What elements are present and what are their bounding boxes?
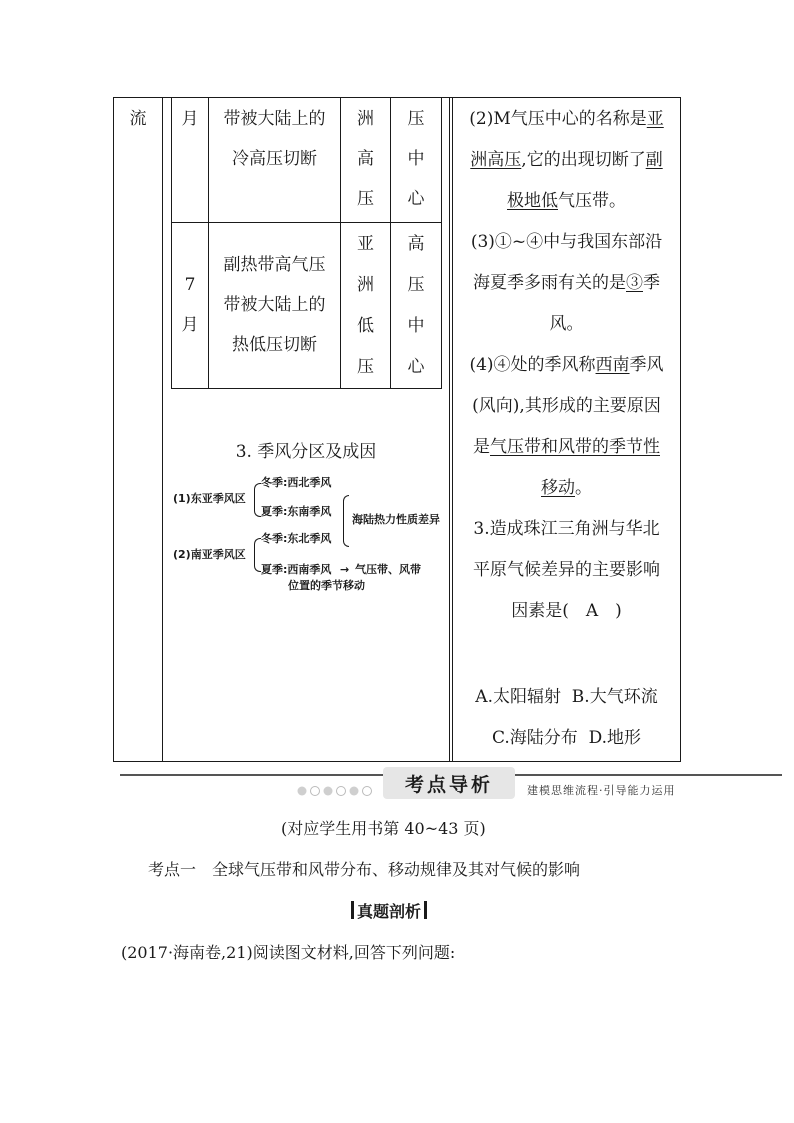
row1-region-char: 压 — [357, 189, 374, 209]
q4-line2: (风向),其形成的主要原因 — [472, 396, 661, 416]
banner-dots-icon — [295, 784, 379, 798]
section-label-box — [351, 898, 427, 922]
row2-month — [172, 265, 208, 345]
row2-desc-1: 副热带高气压 — [223, 255, 326, 275]
q2-answer-1b: 洲高压 — [470, 150, 522, 170]
q4-end: 。 — [575, 478, 592, 498]
subtable-bottom — [171, 388, 442, 389]
q2-line2 — [455, 140, 678, 181]
row2-type-char: 心 — [407, 357, 425, 377]
q3-line1: (3)①~④中与我国东部沿 — [470, 232, 663, 252]
q5-options-ab — [455, 677, 678, 718]
row1-type — [391, 99, 441, 219]
row2-desc-2: 带被大陆上的 — [223, 295, 326, 315]
row1-desc-2: 冷高压切断 — [232, 149, 317, 169]
row1-desc-1: 带被大陆上的 — [223, 109, 326, 129]
q2-line1 — [455, 99, 678, 140]
section3-title: 3. 季风分区及成因 — [235, 442, 377, 462]
row1-month: 月 — [181, 109, 199, 129]
row2-desc-3: 热低压切断 — [232, 335, 317, 355]
row2-month-char: 月 — [181, 315, 199, 335]
cause2-line2: 位置的季节移动 — [288, 579, 365, 592]
subtable-left — [171, 97, 172, 389]
q5-line2: 平原气候差异的主要影响 — [473, 560, 660, 580]
q3-end: 季 — [643, 273, 660, 293]
table-col-right-divider-2 — [452, 97, 453, 762]
q3-line3: 风。 — [549, 314, 584, 334]
q4-line3-pre: 是 — [473, 437, 490, 457]
south-asia-label: (2)南亚季风区 — [173, 548, 246, 561]
option-c: C.海陆分布 — [491, 728, 578, 748]
q3-answer: ③ — [626, 273, 643, 293]
q3-pre: 海夏季多雨有关的是 — [473, 273, 626, 293]
q4-line4 — [455, 468, 678, 509]
south-brace — [254, 538, 261, 572]
row1-region — [341, 99, 390, 219]
option-b: B.大气环流 — [571, 687, 658, 707]
question-intro: (2017·海南卷,21)阅读图文材料,回答下列问题: — [121, 943, 456, 962]
row2-type — [391, 224, 441, 388]
q4-answer-2: 气压带和风带的季节性 — [490, 437, 660, 457]
topic-heading: 考点一 全球气压带和风带分布、移动规律及其对气候的影响 — [148, 860, 581, 879]
subtable-right — [441, 97, 442, 389]
table-left-border — [113, 97, 114, 762]
table-bottom-border — [113, 761, 681, 762]
row1-type-char: 中 — [407, 149, 425, 169]
q5-line1: 3.造成珠江三角洲与华北 — [473, 519, 660, 539]
row1-type-char: 心 — [407, 189, 425, 209]
page-reference: (对应学生用书第 40~43 页) — [281, 819, 486, 838]
col1-label: 流 — [129, 109, 147, 129]
q4-line3 — [455, 427, 678, 468]
table-col1-divider — [162, 97, 163, 762]
row2-region — [341, 224, 390, 388]
row2-month-char: 7 — [184, 275, 196, 295]
row2-region-char: 洲 — [357, 275, 374, 295]
q4-line1 — [455, 345, 678, 386]
q2-line3 — [455, 181, 678, 222]
east-summer: 夏季:东南季风 — [261, 505, 332, 518]
q2-mid: ,它的出现切断了 — [521, 150, 646, 170]
q2-answer-2a: 副 — [645, 150, 663, 170]
section-label-bar — [424, 901, 427, 919]
east-asia-label: (1)东亚季风区 — [173, 492, 246, 505]
q5-options-cd — [455, 718, 678, 759]
q4-mid: 季风 — [629, 355, 664, 375]
cause1-text: 海陆热力性质差异 — [352, 513, 440, 526]
row2-type-char: 中 — [407, 316, 425, 336]
q5-line3: 因素是( A ) — [511, 601, 622, 621]
row2-type-char: 高 — [407, 234, 425, 254]
row2-region-char: 压 — [357, 357, 374, 377]
row1-type-char: 压 — [407, 109, 425, 129]
q3-line2 — [455, 263, 678, 304]
row2-region-char: 亚 — [357, 234, 374, 254]
subtable-mid-row — [171, 222, 442, 223]
south-summer: 夏季:西南季风 — [261, 563, 332, 576]
table-right-border — [680, 97, 681, 762]
banner-title-box — [383, 767, 515, 799]
banner-subtitle: 建模思维流程·引导能力运用 — [527, 784, 676, 797]
q4-answer-3: 移动 — [541, 478, 575, 498]
q4-answer-1: 西南 — [595, 355, 630, 375]
row2-type-char: 压 — [407, 275, 425, 295]
option-a: A.太阳辐射 — [475, 687, 561, 707]
option-d: D.地形 — [588, 728, 642, 748]
cause1-brace — [343, 495, 349, 547]
east-brace — [254, 483, 261, 517]
arrow-icon: → — [340, 563, 350, 576]
q2-pre: (2)M气压中心的名称是 — [469, 109, 647, 129]
banner-title: 考点导析 — [404, 773, 493, 796]
section-label-bar — [351, 901, 354, 919]
east-winter: 冬季:西北季风 — [261, 476, 332, 489]
row1-region-char: 高 — [357, 149, 374, 169]
row1-region-char: 洲 — [357, 109, 374, 129]
q2-answer-1a: 亚 — [646, 109, 664, 129]
section-label: 真题剖析 — [357, 901, 422, 921]
cause2-line1: 气压带、风带 — [355, 563, 421, 576]
q2-end: 气压带。 — [558, 191, 626, 211]
q4-pre: (4)④处的季风称 — [469, 355, 596, 375]
south-winter: 冬季:东北季风 — [261, 532, 332, 545]
row2-region-char: 低 — [357, 316, 374, 336]
q2-answer-2b: 极地低 — [507, 191, 558, 211]
table-col-right-divider — [449, 97, 450, 762]
